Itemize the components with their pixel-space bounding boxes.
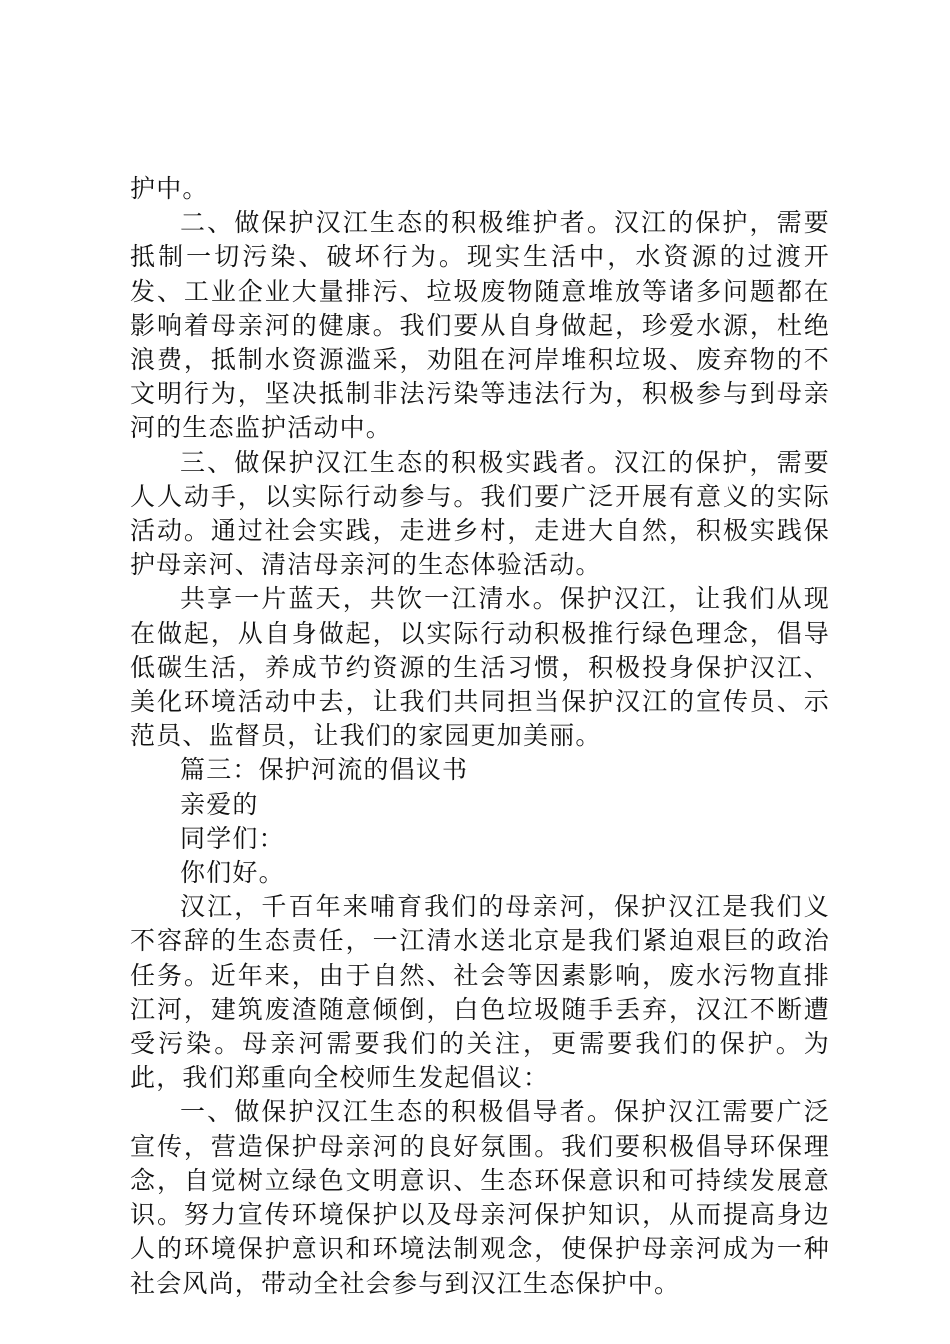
- salutation-line-2: 同学们：: [180, 823, 285, 853]
- paragraph-closing: 共享一片蓝天，共饮一江清水。保护汉江，让我们从现在做起，从自身做起，以实际行动积极推行绿色理念，倡导低碳生活，养成节约资源的生活习惯，积极投身保护汉江、美化环境活动中去，让我们共同担当保护汉江的宣传员、示范员、监督员，让我们的家园更加美丽。: [130, 584, 830, 751]
- section-heading: 篇三：保护河流的倡议书: [180, 755, 469, 785]
- greeting: 你们好。: [180, 858, 285, 888]
- document-page: [130, 172, 830, 1301]
- paragraph-intro: 汉江，千百年来哺育我们的母亲河，保护汉江是我们义不容辞的生态责任，一江清水送北京是我们紧迫艰巨的政治任务。近年来，由于自然、社会等因素影响，废水污物直排江河，建筑废渣随意倾倒，白色垃圾随手丢弃，汉江不断遭受污染。母亲河需要我们的关注，更需要我们的保护。为此，我们郑重向全校师生发起倡议：: [130, 892, 830, 1093]
- paragraph-point-two: 二、做保护汉江生态的积极维护者。汉江的保护，需要抵制一切污染、破坏行为。现实生活中，水资源的过渡开发、工业企业大量排污、垃圾废物随意堆放等诸多问题都在影响着母亲河的健康。我们要从自身做起，珍爱水源，杜绝浪费，抵制水资源滥采，劝阻在河岸堆积垃圾、废弃物的不文明行为，坚决抵制非法污染等违法行为，积极参与到母亲河的生态监护活动中。: [130, 208, 830, 443]
- paragraph-point-three: 三、做保护汉江生态的积极实践者。汉江的保护，需要人人动手，以实际行动参与。我们要广泛开展有意义的实际活动。通过社会实践，走进乡村，走进大自然，积极实践保护母亲河、清洁母亲河的生态体验活动。: [130, 447, 830, 580]
- salutation-line-1: 亲爱的: [180, 789, 259, 819]
- paragraph-point-one: 一、做保护汉江生态的积极倡导者。保护汉江需要广泛宣传，营造保护母亲河的良好氛围。我们要积极倡导环保理念，自觉树立绿色文明意识、生态环保意识和可持续发展意识。努力宣传环境保护以及母亲河保护知识，从而提高身边人的环境保护意识和环境法制观念，使保护母亲河成为一种社会风尚，带动全社会参与到汉江生态保护中。: [130, 1097, 830, 1298]
- paragraph-continuation: 护中。: [130, 174, 209, 203]
